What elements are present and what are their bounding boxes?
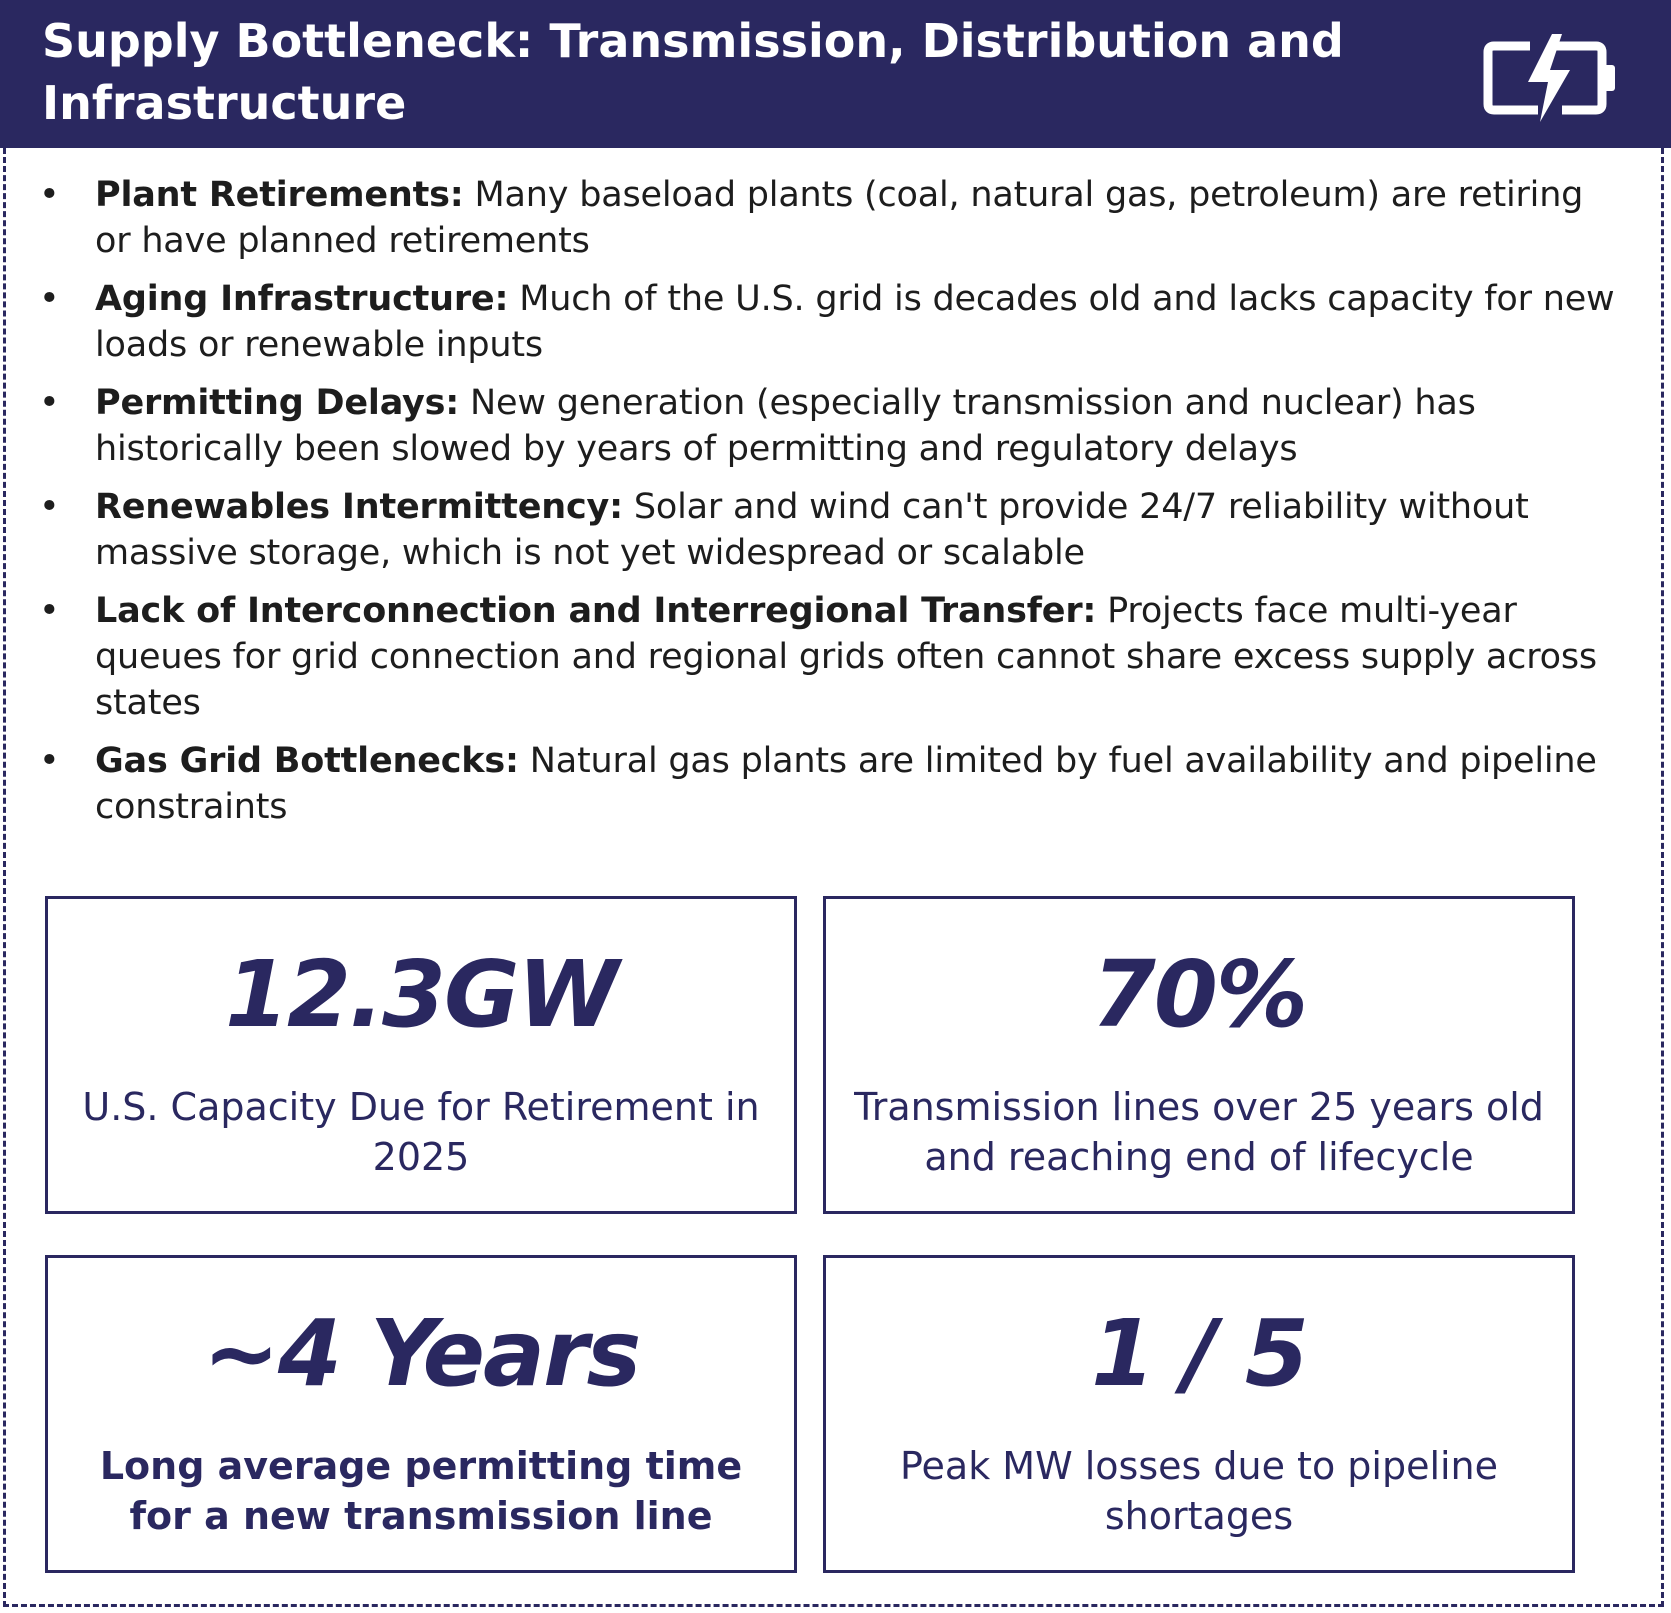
stat-card-pipeline-losses: [823, 1255, 1575, 1573]
bullet-text: Many baseload plants (coal, natural gas, petroleum) are retiring or have planned retirements: [95, 175, 1584, 261]
bullet-marker: •: [39, 383, 60, 423]
stat-card-retirement: [45, 896, 797, 1214]
bullet-marker: •: [39, 591, 60, 631]
bullet-item: [39, 172, 1615, 264]
bullet-item: [39, 276, 1615, 368]
bullet-marker: •: [39, 741, 60, 781]
stat-value: 12.3GW: [225, 941, 617, 1048]
page-title: Supply Bottleneck: Transmission, Distribution and Infrastructure: [42, 14, 1344, 130]
stat-value: ~4 Years: [202, 1300, 640, 1407]
battery-charging-icon: [1472, 28, 1622, 128]
bullet-text: Much of the U.S. grid is decades old and lacks capacity for new loads or renewable inputs: [95, 279, 1615, 365]
bullet-list: [39, 172, 1615, 842]
stat-card-permitting-time: [45, 1255, 797, 1573]
bullet-text: Solar and wind can't provide 24/7 reliability without massive storage, which is not yet widespread or scalable: [95, 487, 1529, 573]
bullet-term: Lack of Interconnection and Interregional Transfer:: [95, 591, 1097, 631]
bullet-text: New generation (especially transmission and nuclear) has historically been slowed by years of permitting and regulatory delays: [95, 383, 1476, 469]
bullet-term: Permitting Delays:: [95, 383, 460, 423]
stat-value: 1 / 5: [1091, 1300, 1307, 1407]
bullet-item: [39, 484, 1615, 576]
bullet-text: Projects face multi-year queues for grid connection and regional grids often cannot share excess supply across states: [95, 591, 1597, 723]
bullet-marker: •: [39, 279, 60, 319]
stat-description: U.S. Capacity Due for Retirement in 2025: [82, 1085, 760, 1179]
bullet-item: [39, 738, 1615, 830]
bullet-item: [39, 588, 1615, 726]
header-banner: [0, 0, 1671, 148]
stat-description: Long average permitting time for a new transmission line: [99, 1444, 743, 1538]
stat-description: Peak MW losses due to pipeline shortages: [899, 1444, 1499, 1538]
bullet-marker: •: [39, 487, 60, 527]
bullet-term: Plant Retirements:: [95, 175, 464, 215]
bullet-term: Renewables Intermittency:: [95, 487, 623, 527]
stat-value: 70%: [1091, 941, 1307, 1048]
bullet-term: Gas Grid Bottlenecks:: [95, 741, 519, 781]
bullet-item: [39, 380, 1615, 472]
stat-card-transmission-age: [823, 896, 1575, 1214]
stat-description: Transmission lines over 25 years old and reaching end of lifecycle: [854, 1085, 1544, 1179]
bullet-text: Natural gas plants are limited by fuel availability and pipeline constraints: [95, 741, 1597, 827]
bullet-term: Aging Infrastructure:: [95, 279, 509, 319]
bullet-marker: •: [39, 175, 60, 215]
